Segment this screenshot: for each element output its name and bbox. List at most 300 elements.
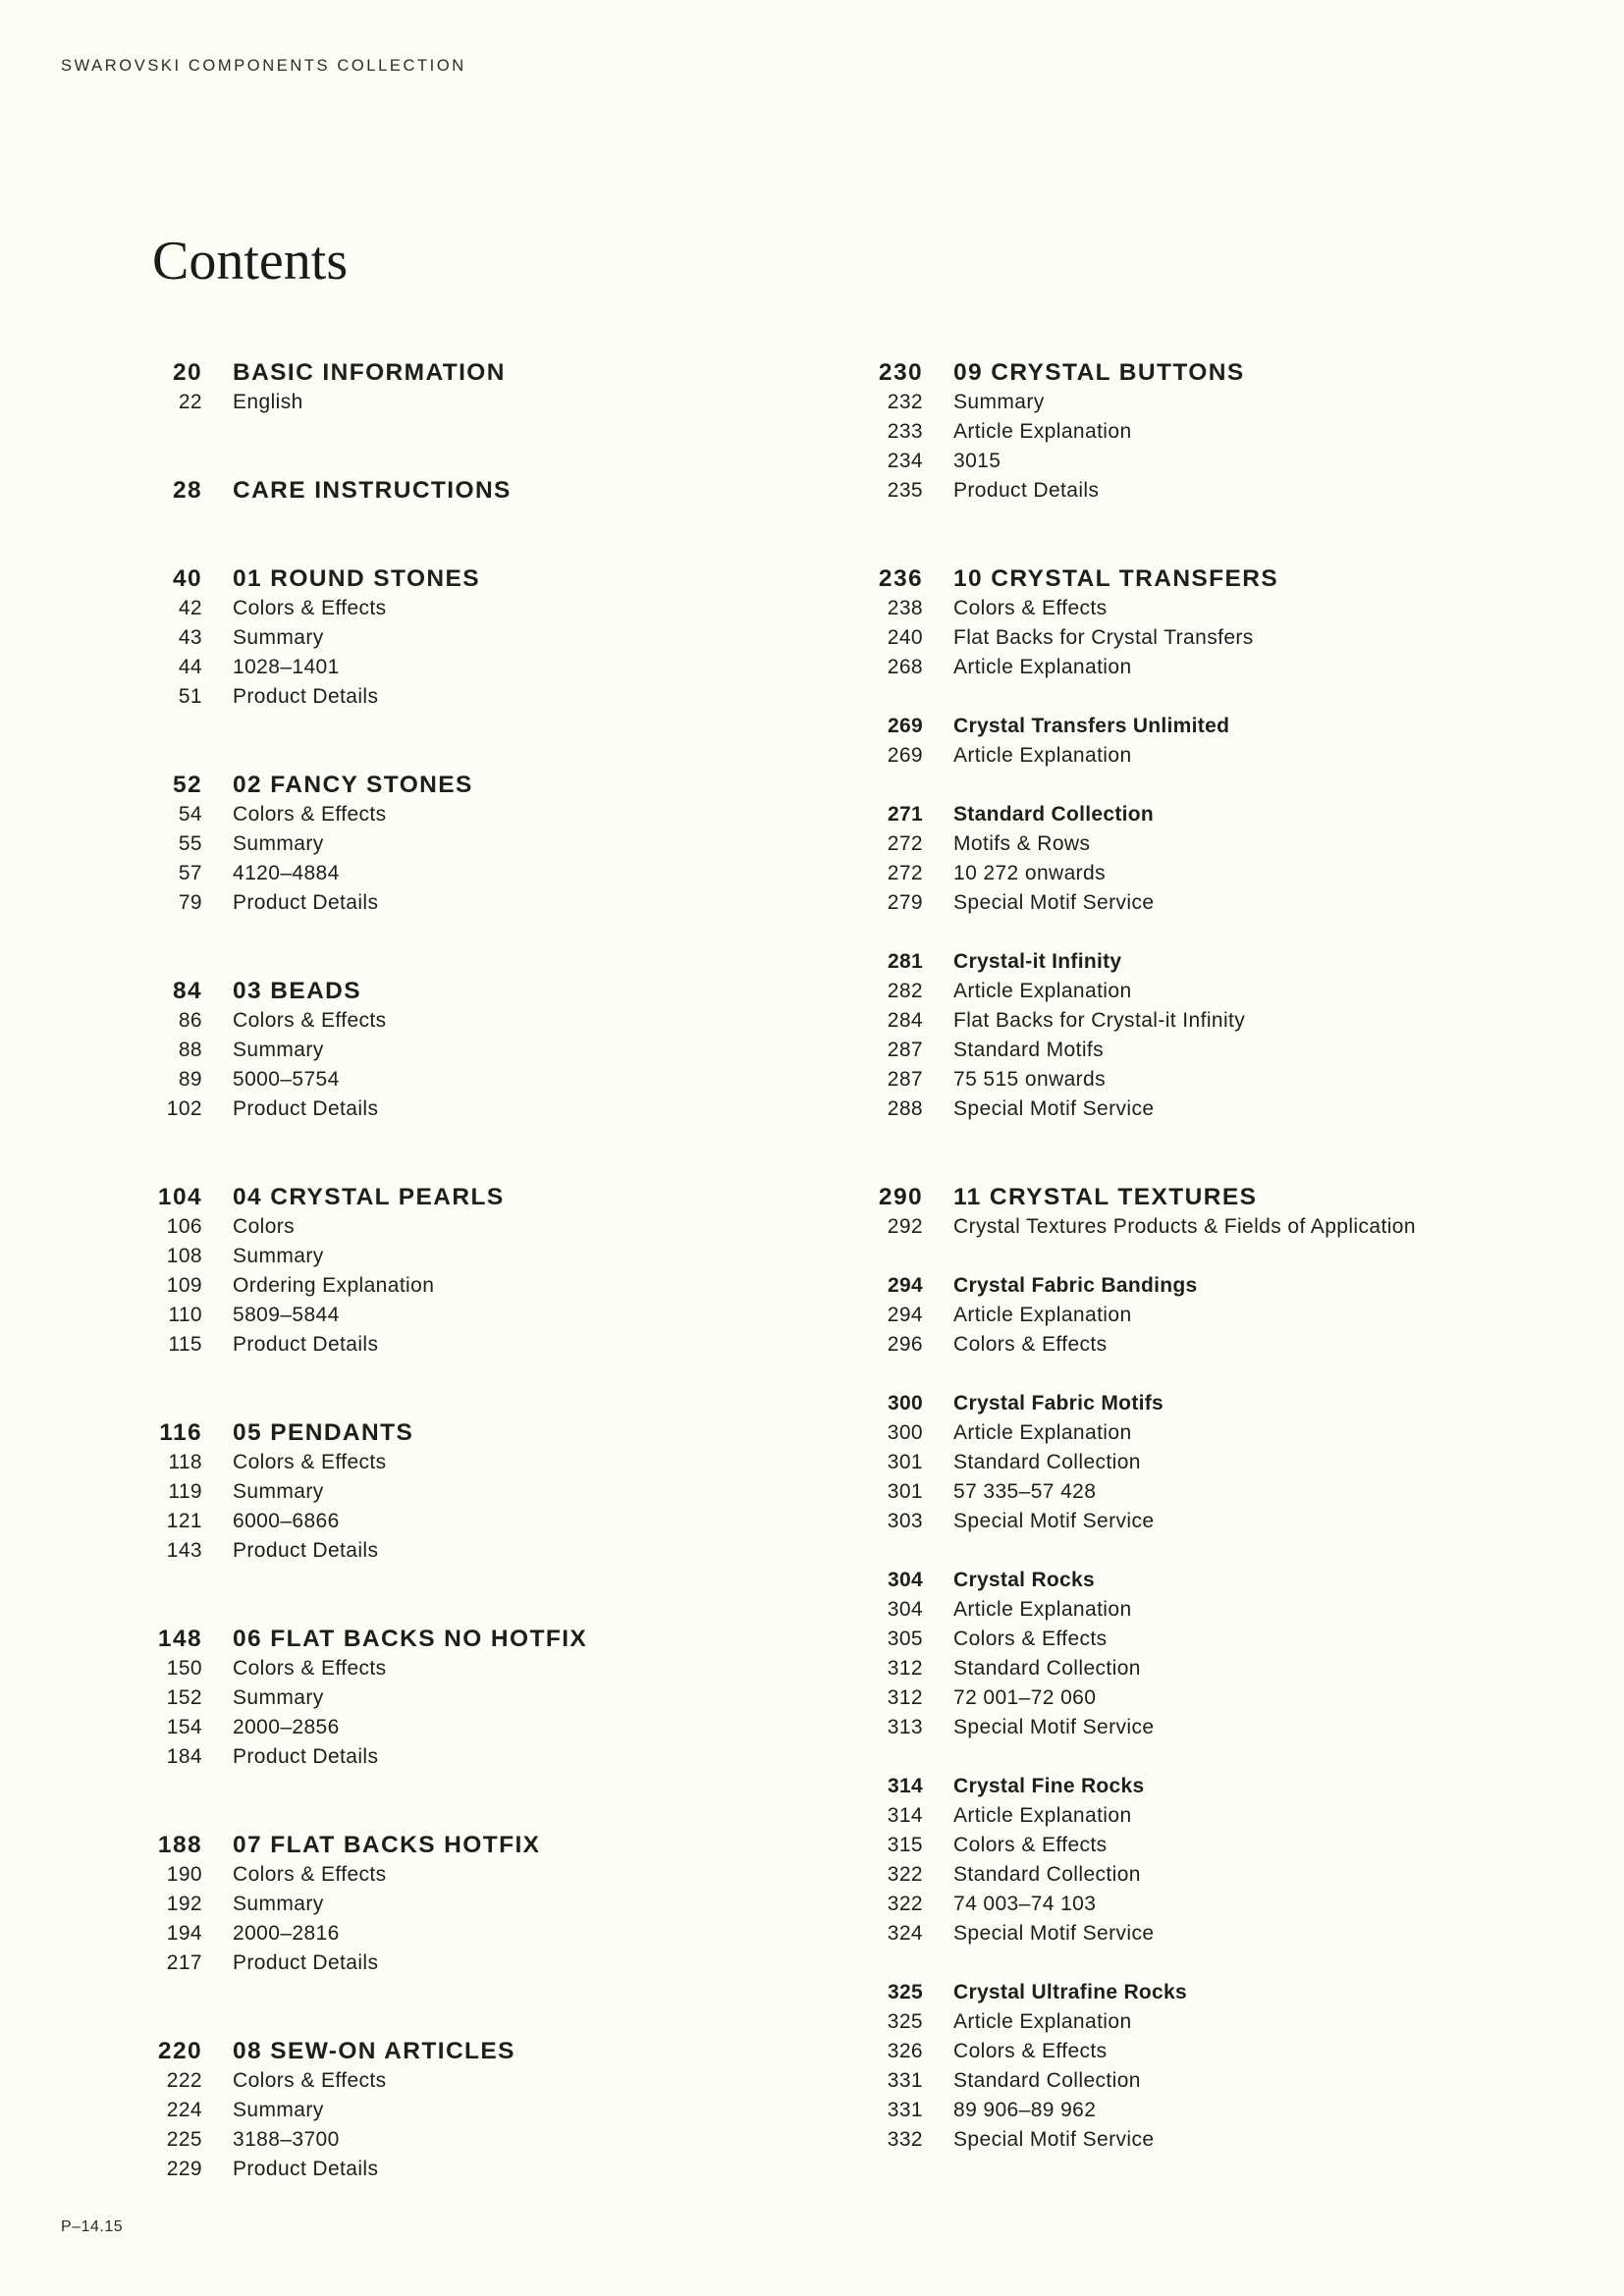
toc-section (848, 1271, 1416, 1360)
page-number: 232 (887, 391, 923, 413)
page-number: 190 (166, 1863, 202, 1886)
entry-label: 3015 (953, 450, 1001, 472)
entry-label: 08 SEW-ON ARTICLES (233, 2038, 515, 2064)
toc-entry-row[interactable] (848, 1212, 1416, 1242)
toc-entry-row[interactable] (848, 1654, 1416, 1683)
page-number: 300 (887, 1421, 923, 1444)
entry-label: Crystal Transfers Unlimited (953, 715, 1230, 737)
toc-entry-row[interactable] (128, 1536, 587, 1566)
toc-entry-row[interactable] (848, 1919, 1416, 1949)
entry-label: Ordering Explanation (233, 1274, 435, 1297)
toc-section (848, 1772, 1416, 1949)
toc-entry-row[interactable] (848, 1831, 1416, 1860)
toc-section (848, 358, 1416, 506)
page-number: 154 (166, 1716, 202, 1738)
entry-label: Summary (233, 1480, 324, 1503)
page-number: 269 (887, 744, 923, 767)
entry-label: Article Explanation (953, 1598, 1132, 1621)
page-number: 119 (168, 1480, 202, 1503)
page-number: 54 (178, 803, 202, 826)
toc-entry-row[interactable] (128, 1919, 587, 1949)
page-number: 304 (888, 1569, 923, 1591)
toc-entry-row[interactable] (128, 653, 587, 682)
entry-label: 2000–2856 (233, 1716, 340, 1738)
toc-chapter-row[interactable] (128, 977, 587, 1006)
toc-entry-row[interactable] (128, 1713, 587, 1742)
entry-label: 05 PENDANTS (233, 1419, 414, 1446)
toc-entry-row[interactable] (848, 1507, 1416, 1536)
page-number: 332 (887, 2128, 923, 2151)
entry-label: Colors & Effects (233, 1863, 387, 1886)
page-number: 40 (172, 565, 202, 592)
toc-entry-row[interactable] (848, 1860, 1416, 1890)
toc-entry-row[interactable] (128, 2125, 587, 2155)
page-number: 312 (887, 1686, 923, 1709)
entry-label: Special Motif Service (953, 891, 1155, 914)
page-number: 294 (888, 1274, 923, 1297)
entry-label: Special Motif Service (953, 1510, 1155, 1532)
toc-section (128, 1418, 587, 1566)
page-number: 148 (157, 1626, 202, 1652)
entry-label: CARE INSTRUCTIONS (233, 477, 512, 504)
toc-entry-row[interactable] (128, 1742, 587, 1772)
page-number: 305 (887, 1628, 923, 1650)
toc-entry-row[interactable] (848, 623, 1416, 653)
toc-subsection-row[interactable] (848, 712, 1416, 741)
entry-label: Colors & Effects (233, 1451, 387, 1473)
toc-entry-row[interactable] (848, 741, 1416, 771)
page-number: 240 (887, 626, 923, 649)
toc-entry-row[interactable] (848, 388, 1416, 417)
page-number: 284 (887, 1009, 923, 1032)
toc-section (848, 800, 1416, 918)
toc-entry-row[interactable] (848, 1713, 1416, 1742)
page-number: 234 (887, 450, 923, 472)
toc-section (128, 771, 587, 918)
entry-label: Special Motif Service (953, 1097, 1155, 1120)
toc-entry-row[interactable] (128, 2096, 587, 2125)
entry-label: Summary (233, 1039, 324, 1061)
page-number: 143 (166, 1539, 202, 1562)
page-number: 294 (887, 1304, 923, 1326)
entry-label: 5000–5754 (233, 1068, 340, 1091)
page-number: 118 (168, 1451, 202, 1473)
entry-label: Article Explanation (953, 656, 1132, 678)
entry-label: 07 FLAT BACKS HOTFIX (233, 1832, 541, 1858)
page-number: 288 (887, 1097, 923, 1120)
toc-chapter-row[interactable] (848, 564, 1416, 594)
toc-entry-row[interactable] (848, 1036, 1416, 1065)
page-number: 22 (178, 391, 202, 413)
toc-entry-row[interactable] (128, 1330, 587, 1360)
entry-label: Colors & Effects (233, 1657, 387, 1680)
page-number: 331 (887, 2099, 923, 2121)
page-number: 287 (887, 1039, 923, 1061)
page-number: 300 (888, 1392, 923, 1415)
page-number: 88 (178, 1039, 202, 1061)
entry-label: Colors & Effects (233, 803, 387, 826)
toc-section (848, 1389, 1416, 1536)
toc-entry-row[interactable] (128, 1301, 587, 1330)
entry-label: Colors & Effects (233, 597, 387, 619)
toc-entry-row[interactable] (848, 2007, 1416, 2037)
toc-entry-row[interactable] (128, 1654, 587, 1683)
toc-entry-row[interactable] (848, 1301, 1416, 1330)
entry-label: Standard Motifs (953, 1039, 1105, 1061)
toc-subsection-row[interactable] (848, 1566, 1416, 1595)
page-number: 271 (888, 803, 923, 826)
page-number: 290 (878, 1184, 923, 1210)
page-number: 304 (887, 1598, 923, 1621)
page-number: 287 (887, 1068, 923, 1091)
toc-subsection-row[interactable] (848, 947, 1416, 977)
entry-label: 04 CRYSTAL PEARLS (233, 1184, 505, 1210)
entry-label: Crystal Ultrafine Rocks (953, 1981, 1187, 2003)
page-number: 55 (178, 832, 202, 855)
page-number: 303 (887, 1510, 923, 1532)
page-number: 269 (888, 715, 923, 737)
entry-label: 03 BEADS (233, 978, 362, 1004)
page-number: 51 (178, 685, 202, 708)
toc-entry-row[interactable] (128, 1065, 587, 1095)
page-number: 296 (887, 1333, 923, 1356)
entry-label: 3188–3700 (233, 2128, 340, 2151)
toc-entry-row[interactable] (128, 1890, 587, 1919)
entry-label: Standard Collection (953, 1451, 1141, 1473)
page-number: 322 (887, 1893, 923, 1915)
entry-label: Product Details (953, 479, 1100, 502)
toc-entry-row[interactable] (848, 977, 1416, 1006)
toc-section (848, 564, 1416, 682)
page-number: 229 (166, 2158, 202, 2180)
toc-entry-row[interactable] (128, 859, 587, 888)
entry-label: Colors & Effects (953, 1333, 1108, 1356)
toc-entry-row[interactable] (128, 623, 587, 653)
entry-label: Article Explanation (953, 1304, 1132, 1326)
toc-entry-row[interactable] (848, 2125, 1416, 2155)
entry-label: Product Details (233, 891, 379, 914)
entry-label: 2000–2816 (233, 1922, 340, 1945)
page-number: 192 (166, 1893, 202, 1915)
entry-label: Summary (233, 1893, 324, 1915)
page-number: 52 (172, 772, 202, 798)
entry-label: Article Explanation (953, 744, 1132, 767)
entry-label: 01 ROUND STONES (233, 565, 480, 592)
entry-label: Summary (953, 391, 1045, 413)
toc-entry-row[interactable] (128, 2066, 587, 2096)
toc-entry-row[interactable] (128, 2155, 587, 2184)
toc-entry-row[interactable] (848, 1448, 1416, 1477)
toc-entry-row[interactable] (128, 829, 587, 859)
entry-label: Crystal-it Infinity (953, 950, 1122, 973)
entry-label: Article Explanation (953, 1804, 1132, 1827)
page-number: 313 (887, 1716, 923, 1738)
entry-label: 89 906–89 962 (953, 2099, 1097, 2121)
page-number: 89 (178, 1068, 202, 1091)
toc-entry-row[interactable] (848, 1625, 1416, 1654)
page-number: 281 (888, 950, 923, 973)
page-number: 326 (887, 2040, 923, 2062)
toc-entry-row[interactable] (128, 1036, 587, 1065)
toc-section (128, 358, 587, 417)
toc-section (128, 476, 587, 506)
toc-section (848, 947, 1416, 1124)
page-number: 109 (166, 1274, 202, 1297)
entry-label: English (233, 391, 303, 413)
page-number: 233 (887, 420, 923, 443)
toc-chapter-row[interactable] (128, 358, 587, 388)
entry-label: Colors & Effects (953, 2040, 1108, 2062)
entry-label: Article Explanation (953, 980, 1132, 1002)
entry-label: Product Details (233, 1539, 379, 1562)
toc-entry-row[interactable] (848, 1095, 1416, 1124)
entry-label: Colors & Effects (233, 2069, 387, 2092)
toc-chapter-row[interactable] (128, 771, 587, 800)
toc-subsection-row[interactable] (848, 1271, 1416, 1301)
entry-label: 10 CRYSTAL TRANSFERS (953, 565, 1279, 592)
toc-entry-row[interactable] (128, 682, 587, 712)
page-number: 20 (172, 359, 202, 386)
toc-entry-row[interactable] (128, 1860, 587, 1890)
page-number: 184 (166, 1745, 202, 1768)
toc-section (128, 1183, 587, 1360)
page-number: 224 (166, 2099, 202, 2121)
page-number: 102 (166, 1097, 202, 1120)
page-number: 220 (157, 2038, 202, 2064)
entry-label: 5809–5844 (233, 1304, 340, 1326)
toc-chapter-row[interactable] (128, 1831, 587, 1860)
toc-entry-row[interactable] (848, 2066, 1416, 2096)
entry-label: Flat Backs for Crystal Transfers (953, 626, 1254, 649)
page-title: Contents (152, 231, 349, 292)
toc-section (128, 2037, 587, 2184)
page-number: 115 (168, 1333, 202, 1356)
toc-entry-row[interactable] (128, 1477, 587, 1507)
toc-chapter-row[interactable] (128, 2037, 587, 2066)
entry-label: Colors & Effects (953, 1628, 1108, 1650)
page-number: 282 (887, 980, 923, 1002)
toc-entry-row[interactable] (128, 800, 587, 829)
toc-chapter-row[interactable] (128, 1183, 587, 1212)
toc-subsection-row[interactable] (848, 1389, 1416, 1418)
toc-section (848, 712, 1416, 771)
entry-label: 57 335–57 428 (953, 1480, 1097, 1503)
entry-label: Flat Backs for Crystal-it Infinity (953, 1009, 1246, 1032)
entry-label: 4120–4884 (233, 862, 340, 884)
entry-label: Article Explanation (953, 2010, 1132, 2033)
toc-entry-row[interactable] (848, 2096, 1416, 2125)
page-number: 225 (166, 2128, 202, 2151)
page-number: 238 (887, 597, 923, 619)
entry-label: Crystal Fabric Bandings (953, 1274, 1198, 1297)
entry-label: Article Explanation (953, 1421, 1132, 1444)
page-number: 79 (178, 891, 202, 914)
toc-entry-row[interactable] (848, 476, 1416, 506)
toc-subsection-row[interactable] (848, 1772, 1416, 1801)
entry-label: BASIC INFORMATION (233, 359, 506, 386)
page-number: 331 (887, 2069, 923, 2092)
toc-entry-row[interactable] (128, 1242, 587, 1271)
entry-label: Article Explanation (953, 420, 1132, 443)
toc-entry-row[interactable] (128, 1448, 587, 1477)
page-number: 44 (178, 656, 202, 678)
running-header: SWAROVSKI COMPONENTS COLLECTION (61, 57, 466, 75)
toc-chapter-row[interactable] (128, 1418, 587, 1448)
entry-label: Standard Collection (953, 1863, 1141, 1886)
toc-entry-row[interactable] (848, 594, 1416, 623)
page-number: 315 (887, 1834, 923, 1856)
entry-label: Special Motif Service (953, 1716, 1155, 1738)
entry-label: Product Details (233, 2158, 379, 2180)
page-number: 86 (178, 1009, 202, 1032)
toc-right-column (848, 358, 1416, 2155)
toc-entry-row[interactable] (128, 1683, 587, 1713)
page-number: 292 (887, 1215, 923, 1238)
toc-left-column (128, 358, 587, 2184)
toc-entry-row[interactable] (128, 594, 587, 623)
page-number: 28 (172, 477, 202, 504)
toc-entry-row[interactable] (848, 1595, 1416, 1625)
page-number: 43 (178, 626, 202, 649)
toc-entry-row[interactable] (128, 1095, 587, 1124)
toc-entry-row[interactable] (128, 888, 587, 918)
toc-entry-row[interactable] (848, 2037, 1416, 2066)
entry-label: 02 FANCY STONES (233, 772, 473, 798)
toc-chapter-row[interactable] (128, 564, 587, 594)
page-number: 57 (178, 862, 202, 884)
page-number: 194 (166, 1922, 202, 1945)
toc-entry-row[interactable] (848, 1890, 1416, 1919)
entry-label: 75 515 onwards (953, 1068, 1107, 1091)
toc-entry-row[interactable] (848, 859, 1416, 888)
entry-label: Crystal Textures Products & Fields of Application (953, 1215, 1416, 1238)
entry-label: Product Details (233, 685, 379, 708)
toc-entry-row[interactable] (848, 1801, 1416, 1831)
entry-label: 10 272 onwards (953, 862, 1107, 884)
page-code: P–14.15 (61, 2218, 124, 2235)
toc-section (128, 1831, 587, 1978)
entry-label: Standard Collection (953, 1657, 1141, 1680)
entry-label: 6000–6866 (233, 1510, 340, 1532)
entry-label: Summary (233, 2099, 324, 2121)
entry-label: Colors & Effects (953, 597, 1108, 619)
toc-entry-row[interactable] (848, 829, 1416, 859)
entry-label: Product Details (233, 1951, 379, 1974)
toc-entry-row[interactable] (848, 1418, 1416, 1448)
entry-label: Summary (233, 1686, 324, 1709)
toc-entry-row[interactable] (848, 1477, 1416, 1507)
toc-chapter-row[interactable] (128, 1625, 587, 1654)
toc-subsection-row[interactable] (848, 1978, 1416, 2007)
entry-label: 09 CRYSTAL BUTTONS (953, 359, 1245, 386)
entry-label: Crystal Fine Rocks (953, 1775, 1145, 1797)
toc-entry-row[interactable] (848, 653, 1416, 682)
page-number: 217 (166, 1951, 202, 1974)
toc-entry-row[interactable] (848, 1065, 1416, 1095)
page-number: 301 (887, 1451, 923, 1473)
entry-label: Product Details (233, 1333, 379, 1356)
toc-entry-row[interactable] (848, 1330, 1416, 1360)
toc-entry-row[interactable] (848, 1683, 1416, 1713)
page-number: 324 (887, 1922, 923, 1945)
toc-subsection-row[interactable] (848, 800, 1416, 829)
page-number: 230 (878, 359, 923, 386)
entry-label: Standard Collection (953, 803, 1155, 826)
page-number: 84 (172, 978, 202, 1004)
toc-entry-row[interactable] (848, 417, 1416, 447)
page-number: 152 (166, 1686, 202, 1709)
toc-section (128, 564, 587, 712)
toc-entry-row[interactable] (848, 447, 1416, 476)
toc-entry-row[interactable] (128, 1271, 587, 1301)
entry-label: Colors (233, 1215, 296, 1238)
entry-label: Colors & Effects (953, 1834, 1108, 1856)
toc-entry-row[interactable] (128, 1949, 587, 1978)
page-number: 325 (887, 2010, 923, 2033)
entry-label: Crystal Fabric Motifs (953, 1392, 1164, 1415)
toc-section (848, 1978, 1416, 2155)
toc-section (128, 1625, 587, 1772)
toc-section (128, 977, 587, 1124)
toc-chapter-row[interactable] (848, 358, 1416, 388)
page-number: 222 (166, 2069, 202, 2092)
page-number: 106 (166, 1215, 202, 1238)
entry-label: Summary (233, 626, 324, 649)
entry-label: Summary (233, 832, 324, 855)
page-number: 42 (178, 597, 202, 619)
toc-entry-row[interactable] (128, 388, 587, 417)
page-number: 312 (887, 1657, 923, 1680)
toc-chapter-row[interactable] (848, 1183, 1416, 1212)
page-number: 121 (166, 1510, 202, 1532)
entry-label: Standard Collection (953, 2069, 1141, 2092)
page-number: 301 (887, 1480, 923, 1503)
page-number: 235 (887, 479, 923, 502)
entry-label: 1028–1401 (233, 656, 340, 678)
entry-label: Product Details (233, 1097, 379, 1120)
page-number: 272 (887, 832, 923, 855)
toc-entry-row[interactable] (128, 1212, 587, 1242)
entry-label: Crystal Rocks (953, 1569, 1095, 1591)
toc-section (848, 1183, 1416, 1242)
toc-entry-row[interactable] (128, 1006, 587, 1036)
page-number: 236 (878, 565, 923, 592)
entry-label: Motifs & Rows (953, 832, 1091, 855)
page-number: 104 (157, 1184, 202, 1210)
entry-label: 72 001–72 060 (953, 1686, 1097, 1709)
page-number: 116 (159, 1419, 202, 1446)
page-number: 322 (887, 1863, 923, 1886)
entry-label: Summary (233, 1245, 324, 1267)
page-number: 150 (166, 1657, 202, 1680)
toc-entry-row[interactable] (848, 888, 1416, 918)
toc-section (848, 1566, 1416, 1742)
page-number: 110 (168, 1304, 202, 1326)
page-number: 268 (887, 656, 923, 678)
page-number: 272 (887, 862, 923, 884)
page-number: 279 (887, 891, 923, 914)
entry-label: 11 CRYSTAL TEXTURES (953, 1184, 1258, 1210)
entry-label: Colors & Effects (233, 1009, 387, 1032)
toc-entry-row[interactable] (128, 1507, 587, 1536)
entry-label: Special Motif Service (953, 2128, 1155, 2151)
page-number: 188 (157, 1832, 202, 1858)
page-number: 325 (888, 1981, 923, 2003)
toc-entry-row[interactable] (848, 1006, 1416, 1036)
entry-label: 74 003–74 103 (953, 1893, 1097, 1915)
toc-chapter-row[interactable] (128, 476, 587, 506)
page-number: 314 (888, 1775, 923, 1797)
